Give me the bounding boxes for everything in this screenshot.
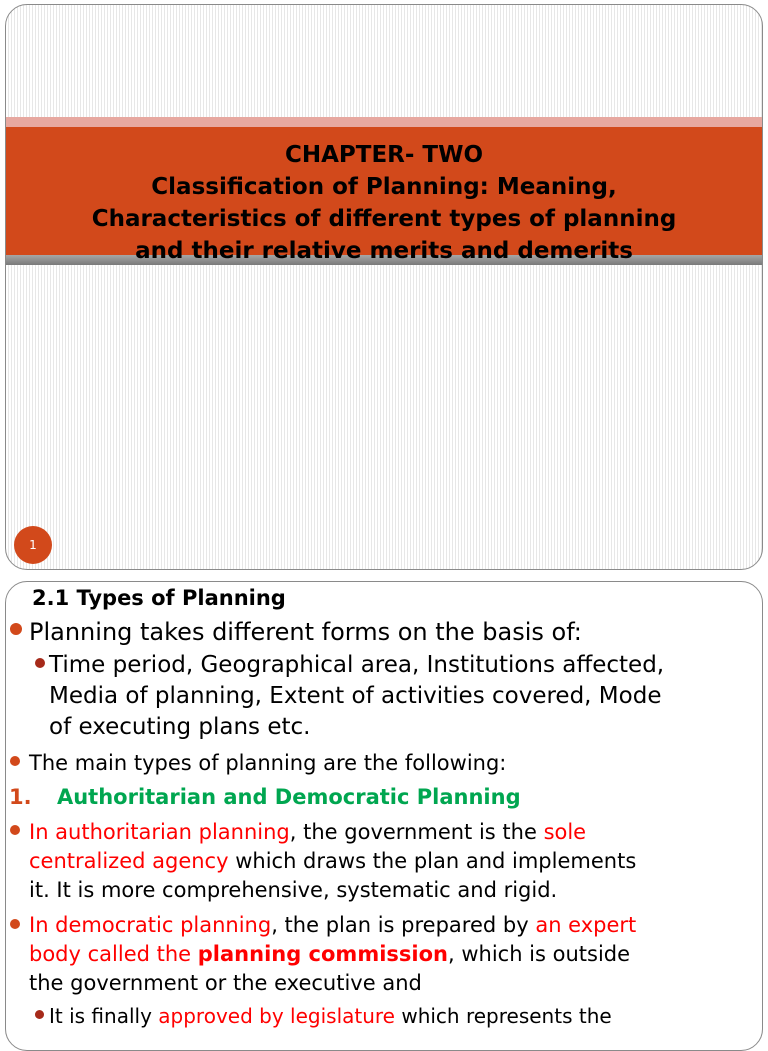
body-text: , the government is the (289, 820, 544, 844)
body-text: it. It is more comprehensive, systematic and rigid. (29, 878, 558, 902)
bullet-intro: Planning takes different forms on the basis of: (29, 618, 582, 646)
body-text: which represents the (394, 1004, 612, 1028)
section-heading: 2.1 Types of Planning (32, 586, 286, 610)
list-number: 1. (9, 785, 32, 809)
bullet-democratic (29, 911, 636, 998)
highlight-text: approved by legislature (158, 1004, 395, 1028)
basis-line: Time period, Geographical area, Institutions affected, (49, 652, 665, 678)
bullet-authoritarian (29, 818, 636, 905)
highlight-text: sole (543, 820, 587, 844)
sub-bullet-basis (49, 650, 664, 743)
body-text: , which is outside (447, 942, 631, 966)
accent-bar-top (6, 117, 762, 127)
bullet-icon (10, 623, 22, 635)
bullet-icon (10, 919, 20, 929)
title-line: and their relative merits and demerits (135, 238, 633, 264)
highlight-text: an expert (535, 913, 637, 937)
sub-bullet-icon (35, 1010, 44, 1019)
numbered-heading (9, 783, 521, 812)
bullet-icon (10, 756, 20, 766)
body-text: which draws the plan and implements (228, 849, 637, 873)
bullet-main-types: The main types of planning are the following: (29, 751, 507, 775)
page-number-badge: 1 (14, 526, 52, 564)
highlight-text-bold: planning commission (197, 942, 448, 966)
title-slide (5, 4, 763, 570)
highlight-text: In democratic planning (29, 913, 272, 937)
basis-line: Media of planning, Extent of activities covered, Mode (49, 683, 662, 709)
body-text: It is finally (49, 1004, 159, 1028)
slide-title (6, 139, 762, 267)
bullet-icon (10, 825, 20, 835)
highlight-text: body called the (29, 942, 198, 966)
highlight-text: centralized agency (29, 849, 229, 873)
title-line: Classification of Planning: Meaning, (151, 174, 617, 200)
title-line: Characteristics of different types of planning (91, 206, 677, 232)
body-text: , the plan is prepared by (271, 913, 536, 937)
sub-bullet-final (49, 1002, 612, 1030)
body-text: the government or the executive and (29, 971, 422, 995)
title-line: CHAPTER- TWO (284, 142, 484, 168)
highlight-text: In authoritarian planning (29, 820, 290, 844)
numbered-heading-text: Authoritarian and Democratic Planning (56, 785, 521, 809)
content-slide (5, 581, 763, 1051)
basis-line: of executing plans etc. (49, 714, 311, 740)
sub-bullet-icon (35, 658, 45, 668)
